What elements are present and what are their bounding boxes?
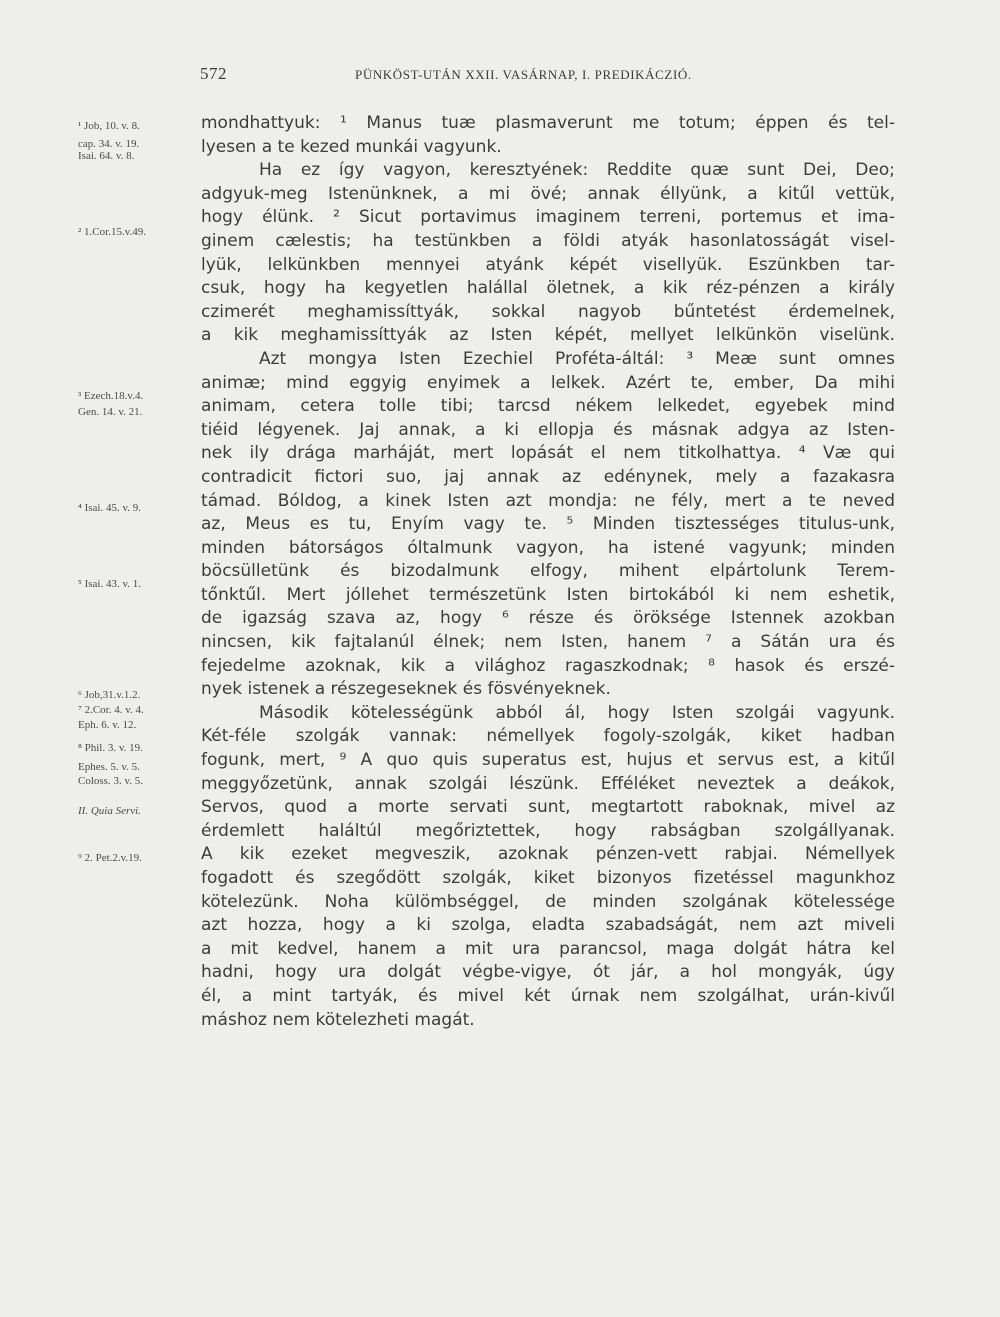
body-text xyxy=(201,112,895,1032)
text-line: fejedelme azoknak, kik a világhoz ragaszkodnak; ⁸ hasok és erszé- xyxy=(201,655,895,676)
text-line: Két-féle szolgák vannak: némellyek fogoly-szolgák, kiket hadban xyxy=(201,726,895,747)
text-line: czimerét meghamissíttyák, sokkal nagyob bűntetést érdemelnek, xyxy=(201,301,895,322)
text-line: nek ily drága marháját, mert lopását el nem titkolhattya. ⁴ Væ qui xyxy=(201,443,895,464)
text-line: Servos, quod a morte servati sunt, megtartott raboknak, mivel az xyxy=(201,797,895,818)
margin-note: ⁸ Phil. 3. v. 19. xyxy=(78,742,143,754)
text-line: támad. Bóldog, a kinek Isten azt mondja: ne fély, mert a te neved xyxy=(201,490,895,511)
margin-note: Coloss. 3. v. 5. xyxy=(78,775,143,787)
text-line: minden bátorságos óltalmunk vagyon, ha istené vagyunk; minden xyxy=(201,537,895,558)
text-line: lyesen a te kezed munkái vagyunk. xyxy=(201,136,502,157)
text-line: böcsülletünk és bizodalmunk elfogy, mihent elpártolunk Terem- xyxy=(201,561,895,582)
text-line: érdemlett haláltúl megőriztettek, hogy rabságban szolgállyanak. xyxy=(201,820,895,841)
margin-note: ⁹ 2. Pet.2.v.19. xyxy=(78,852,142,864)
text-line: meggyőzetünk, annak szolgái lészünk. Efféléket neveztek a deákok, xyxy=(201,773,895,794)
margin-note: ⁵ Isai. 43. v. 1. xyxy=(78,578,142,590)
margin-note: Ephes. 5. v. 5. xyxy=(78,761,140,773)
text-line: kötelezünk. Noha külömbséggel, de minden szolgának kötelessége xyxy=(201,891,895,912)
text-line: él, a mint tartyák, és mivel két úrnak nem szolgálhat, urán-kivűl xyxy=(201,985,895,1006)
text-line: tiéid légyenek. Jaj annak, a ki ellopja és másnak adgya az Isten- xyxy=(201,419,895,440)
margin-note: ⁴ Isai. 45. v. 9. xyxy=(78,502,142,514)
text-line: Azt mongya Isten Ezechiel Proféta-áltál: ³ Meæ sunt omnes xyxy=(259,348,895,369)
margin-note: ¹ Job, 10. v. 8. xyxy=(78,120,140,132)
text-line: csuk, hogy ha kegyetlen halállal öletnek, a kik réz-pénzen a király xyxy=(201,278,895,299)
margin-note: ⁷ 2.Cor. 4. v. 4. xyxy=(78,704,144,716)
text-line: azt hozza, hogy a ki szolga, eladta szabadságát, nem azt miveli xyxy=(201,915,895,936)
margin-note: Isai. 64. v. 8. xyxy=(78,150,135,162)
text-line: animam, cetera tolle tibi; tarcsd nékem lelkedet, egyebek mind xyxy=(201,396,895,417)
text-line: animæ; mind eggyig enyimek a lelkek. Azért te, ember, Da mihi xyxy=(201,372,895,393)
text-line: tőnktűl. Mert jóllehet természetünk Isten birtokából ki nem eshetik, xyxy=(201,584,895,605)
text-line: fogadott és szegődött szolgák, kiket bizonyos fizetéssel magunkhoz xyxy=(201,868,895,888)
margin-note: Eph. 6. v. 12. xyxy=(78,719,137,731)
text-line: Második kötelességünk abból ál, hogy Isten szolgái vagyunk. xyxy=(259,702,895,723)
text-line: nyek istenek a részegeseknek és fösvényeknek. xyxy=(201,679,611,700)
margin-note: Gen. 14. v. 21. xyxy=(78,406,143,418)
margin-note: ⁶ Job,31.v.1.2. xyxy=(78,689,141,701)
text-line: hadni, hogy ura dolgát végbe-vigye, ót jár, a hol mongyák, úgy xyxy=(201,962,895,983)
text-line: Ha ez így vagyon, keresztyének: Reddite quæ sunt Dei, Deo; xyxy=(259,160,895,181)
margin-note: cap. 34. v. 19. xyxy=(78,138,140,150)
page-number: 572 xyxy=(200,64,227,83)
margin-note: II. Quia Servi. xyxy=(78,805,141,817)
text-line: nincsen, kik fajtalanúl élnek; nem Isten, hanem ⁷ a Sátán ura és xyxy=(201,632,895,653)
text-line: a kik meghamissíttyák az Isten képét, mellyet lelkünkön viselünk. xyxy=(201,325,895,346)
running-head: PÜNKÖST-UTÁN XXII. VASÁRNAP, I. PREDIKÁCZIÓ. xyxy=(355,67,692,82)
text-line: az, Meus es tu, Enyím vagy te. ⁵ Minden tisztességes titulus-unk, xyxy=(201,514,895,535)
text-line: contradicit fictori suo, jaj annak az edénynek, mely a fazakasra xyxy=(201,466,895,487)
text-line: hogy élünk. ² Sicut portavimus imaginem terreni, portemus et ima- xyxy=(201,207,895,228)
text-line: A kik ezeket megveszik, azoknak pénzen-vett rabjai. Némellyek xyxy=(201,844,895,865)
text-line: máshoz nem kötelezheti magát. xyxy=(201,1009,475,1030)
text-line: mondhattyuk: ¹ Manus tuæ plasmaverunt me totum; éppen és tel- xyxy=(201,113,895,133)
text-line: ginem cælestis; ha testünkben a földi atyák hasonlatosságát visel- xyxy=(201,230,895,251)
text-line: fogunk, mert, ⁹ A quo quis superatus est, hujus et servus est, a kitűl xyxy=(201,750,895,771)
text-line: adgyuk-meg Istenünknek, a mi övé; annak éllyünk, a kitűl vettük, xyxy=(201,183,895,204)
text-line: a mit kedvel, hanem a mit ura parancsol, maga dolgát hátra kel xyxy=(201,938,895,959)
margin-note: ³ Ezech.18.v.4. xyxy=(78,390,144,402)
text-line: de igazság szava az, hogy ⁶ része és öröksége Istennek azokban xyxy=(201,608,895,629)
margin-note: ² 1.Cor.15.v.49. xyxy=(78,226,146,238)
text-line: lyük, lelkünkben mennyei atyánk képét visellyük. Eszünkben tar- xyxy=(201,254,895,275)
